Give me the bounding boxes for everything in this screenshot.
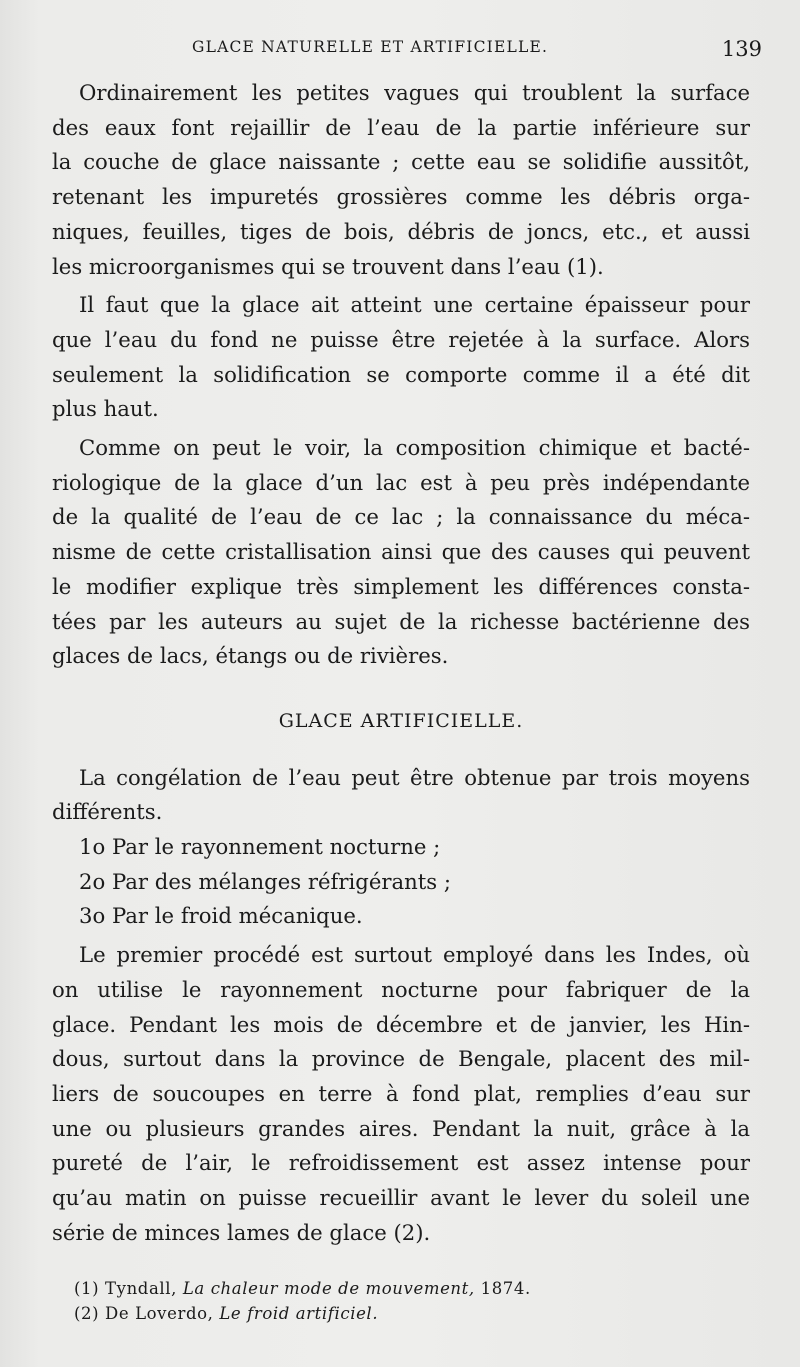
footnotes (74, 1276, 754, 1326)
text-line: différents. (52, 799, 163, 825)
text-line: liers de soucoupes en terre à fond plat, remplies d’eau sur (52, 1080, 750, 1106)
text-line: de la qualité de l’eau de ce lac ; la connaissance du méca- (52, 504, 750, 530)
text-line: dous, surtout dans la province de Bengale, placent des mil- (52, 1046, 750, 1072)
text-line: la couche de glace naissante ; cette eau se solidifie aussitôt, (52, 149, 750, 175)
page-header (0, 38, 800, 68)
text-line: le modifier explique très simplement les différences consta- (52, 573, 750, 599)
footnote-1 (74, 1276, 754, 1301)
text-line: Il faut que la glace ait atteint une certaine épaisseur pour (79, 292, 750, 318)
text-line: seulement la solidification se comporte comme il a été dit (52, 361, 750, 387)
section-heading-initial: G (278, 709, 295, 732)
paragraph-1 (52, 76, 750, 284)
text-line: tées par les auteurs au sujet de la richesse bactérienne des (52, 608, 750, 634)
text-line: La congélation de l’eau peut être obtenue par trois moyens (79, 764, 750, 790)
text-line: plus haut. (52, 396, 159, 422)
text-line: série de minces lames de glace (2). (52, 1219, 431, 1245)
section-heading-rest: LACE ARTIFICIELLE. (294, 709, 524, 732)
text-line: Comme on peut le voir, la composition chimique et bacté- (79, 435, 750, 461)
footnote-mark: (2) (74, 1304, 100, 1323)
footnote-title: Le froid artificiel. (219, 1304, 379, 1323)
list-item: 1o Par le rayonnement nocturne ; (79, 834, 441, 860)
paragraph-4 (52, 761, 750, 830)
text-line: des eaux font rejaillir de l’eau de la partie inférieure sur (52, 114, 750, 140)
text-line: que l’eau du fond ne puisse être rejetée à la surface. Alors (52, 326, 750, 352)
text-line: qu’au matin on puisse recueillir avant le lever du soleil une (52, 1185, 750, 1211)
running-head: GLACE NATURELLE ET ARTIFICIELLE. (192, 38, 549, 56)
text-line: on utilise le rayonnement nocturne pour fabriquer de la (52, 976, 750, 1002)
footnote-mark: (1) (74, 1279, 100, 1298)
paragraph-5 (52, 938, 750, 1250)
text-line: nisme de cette cristallisation ainsi que des causes qui peuvent (52, 539, 750, 565)
footnote-year: 1874. (480, 1279, 531, 1298)
page-body (52, 76, 750, 1251)
enumerated-list (52, 830, 750, 934)
text-line: Le premier procédé est surtout employé dans les Indes, où (79, 942, 750, 968)
paragraph-3 (52, 431, 750, 674)
footnote-2 (74, 1301, 754, 1326)
text-line: riologique de la glace d’un lac est à peu près indépendante (52, 469, 750, 495)
footnote-author: Tyndall, (105, 1279, 177, 1298)
footnote-title: La chaleur mode de mouvement, (182, 1279, 475, 1298)
list-item: 3o Par le froid mécanique. (79, 903, 363, 929)
footnote-author: De Loverdo, (105, 1304, 214, 1323)
text-line: niques, feuilles, tiges de bois, débris de joncs, etc., et aussi (52, 218, 750, 244)
text-line: glace. Pendant les mois de décembre et de janvier, les Hin- (52, 1011, 750, 1037)
paragraph-2 (52, 288, 750, 427)
text-line: une ou plusieurs grandes aires. Pendant la nuit, grâce à la (52, 1115, 750, 1141)
text-line: glaces de lacs, étangs ou de rivières. (52, 643, 449, 669)
text-line: les microorganismes qui se trouvent dans l’eau (1). (52, 253, 604, 279)
section-heading (52, 704, 750, 739)
text-line: pureté de l’air, le refroidissement est assez intense pour (52, 1150, 750, 1176)
text-line: retenant les impuretés grossières comme les débris orga- (52, 184, 750, 210)
list-item: 2o Par des mélanges réfrigérants ; (79, 868, 452, 894)
text-line: Ordinairement les petites vagues qui troublent la surface (79, 80, 750, 105)
page-number: 139 (721, 37, 762, 61)
